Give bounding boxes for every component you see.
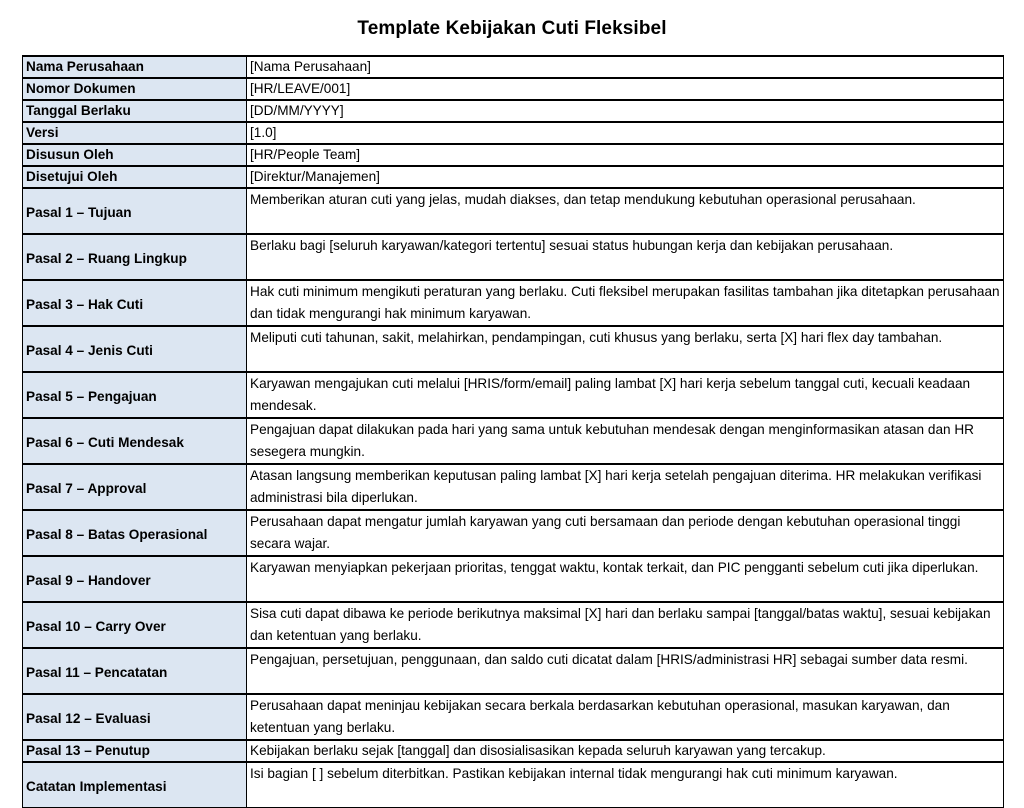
field-value[interactable]: Memberikan aturan cuti yang jelas, mudah diakses, dan tetap mendukung kebutuhan operasional perusahaan. [247, 188, 1004, 234]
field-label: Nama Perusahaan [23, 56, 247, 78]
table-row [23, 694, 1004, 740]
table-row [23, 78, 1004, 100]
field-value[interactable]: [HR/LEAVE/001] [247, 78, 1004, 100]
field-value[interactable]: Atasan langsung memberikan keputusan paling lambat [X] hari kerja setelah pengajuan diterima. HR melakukan verifikasi administrasi bila diperlukan. [247, 464, 1004, 510]
field-value[interactable]: [HR/People Team] [247, 144, 1004, 166]
field-label: Pasal 8 – Batas Operasional [23, 510, 247, 556]
field-value[interactable]: [DD/MM/YYYY] [247, 100, 1004, 122]
field-value[interactable]: Pengajuan dapat dilakukan pada hari yang sama untuk kebutuhan mendesak dengan menginformasikan atasan dan HR sesegera mungkin. [247, 418, 1004, 464]
field-label: Pasal 1 – Tujuan [23, 188, 247, 234]
field-label: Pasal 10 – Carry Over [23, 602, 247, 648]
field-value[interactable]: Perusahaan dapat meninjau kebijakan secara berkala berdasarkan kebutuhan operasional, masukan karyawan, dan ketentuan yang berlaku. [247, 694, 1004, 740]
field-value[interactable]: [1.0] [247, 122, 1004, 144]
field-label: Pasal 3 – Hak Cuti [23, 280, 247, 326]
field-value[interactable]: Pengajuan, persetujuan, penggunaan, dan saldo cuti dicatat dalam [HRIS/administrasi HR] sebagai sumber data resmi. [247, 648, 1004, 694]
field-label: Catatan Implementasi [23, 762, 247, 808]
table-row [23, 122, 1004, 144]
field-label: Pasal 6 – Cuti Mendesak [23, 418, 247, 464]
table-row [23, 464, 1004, 510]
field-label: Tanggal Berlaku [23, 100, 247, 122]
field-value[interactable]: Perusahaan dapat mengatur jumlah karyawan yang cuti bersamaan dan periode dengan kebutuhan operasional tinggi secara wajar. [247, 510, 1004, 556]
table-row [23, 56, 1004, 78]
table-row [23, 648, 1004, 694]
field-label: Disetujui Oleh [23, 166, 247, 188]
table-row [23, 188, 1004, 234]
field-value[interactable]: Isi bagian [ ] sebelum diterbitkan. Pastikan kebijakan internal tidak mengurangi hak cuti minimum karyawan. [247, 762, 1004, 808]
field-label: Pasal 13 – Penutup [23, 740, 247, 762]
table-row [23, 166, 1004, 188]
table-row [23, 418, 1004, 464]
field-value[interactable]: Hak cuti minimum mengikuti peraturan yang berlaku. Cuti fleksibel merupakan fasilitas tambahan jika ditetapkan perusahaan dan tidak mengurangi hak minimum karyawan. [247, 280, 1004, 326]
document-title: Template Kebijakan Cuti Fleksibel [357, 18, 667, 39]
field-label: Pasal 12 – Evaluasi [23, 694, 247, 740]
table-row [23, 144, 1004, 166]
table-row [23, 740, 1004, 762]
policy-table [22, 55, 1004, 808]
table-row [23, 510, 1004, 556]
field-label: Pasal 7 – Approval [23, 464, 247, 510]
field-label: Pasal 9 – Handover [23, 556, 247, 602]
field-value[interactable]: [Nama Perusahaan] [247, 56, 1004, 78]
field-value[interactable]: Karyawan mengajukan cuti melalui [HRIS/form/email] paling lambat [X] hari kerja sebelum tanggal cuti, kecuali keadaan mendesak. [247, 372, 1004, 418]
field-value[interactable]: Sisa cuti dapat dibawa ke periode berikutnya maksimal [X] hari dan berlaku sampai [tanggal/batas waktu], sesuai kebijakan dan ketentuan yang berlaku. [247, 602, 1004, 648]
table-row [23, 602, 1004, 648]
field-label: Nomor Dokumen [23, 78, 247, 100]
table-row [23, 234, 1004, 280]
table-row [23, 100, 1004, 122]
field-label: Pasal 5 – Pengajuan [23, 372, 247, 418]
table-row [23, 762, 1004, 808]
field-value[interactable]: [Direktur/Manajemen] [247, 166, 1004, 188]
field-label: Pasal 11 – Pencatatan [23, 648, 247, 694]
table-row [23, 326, 1004, 372]
field-value[interactable]: Kebijakan berlaku sejak [tanggal] dan disosialisasikan kepada seluruh karyawan yang tercakup. [247, 740, 1004, 762]
field-value[interactable]: Karyawan menyiapkan pekerjaan prioritas, tenggat waktu, kontak terkait, dan PIC pengganti sebelum cuti jika diperlukan. [247, 556, 1004, 602]
field-label: Versi [23, 122, 247, 144]
field-value[interactable]: Meliputi cuti tahunan, sakit, melahirkan, pendampingan, cuti khusus yang berlaku, serta [X] hari flex day tambahan. [247, 326, 1004, 372]
field-label: Pasal 4 – Jenis Cuti [23, 326, 247, 372]
table-row [23, 280, 1004, 326]
table-row [23, 372, 1004, 418]
table-row [23, 556, 1004, 602]
field-label: Pasal 2 – Ruang Lingkup [23, 234, 247, 280]
field-value[interactable]: Berlaku bagi [seluruh karyawan/kategori tertentu] sesuai status hubungan kerja dan kebijakan perusahaan. [247, 234, 1004, 280]
field-label: Disusun Oleh [23, 144, 247, 166]
